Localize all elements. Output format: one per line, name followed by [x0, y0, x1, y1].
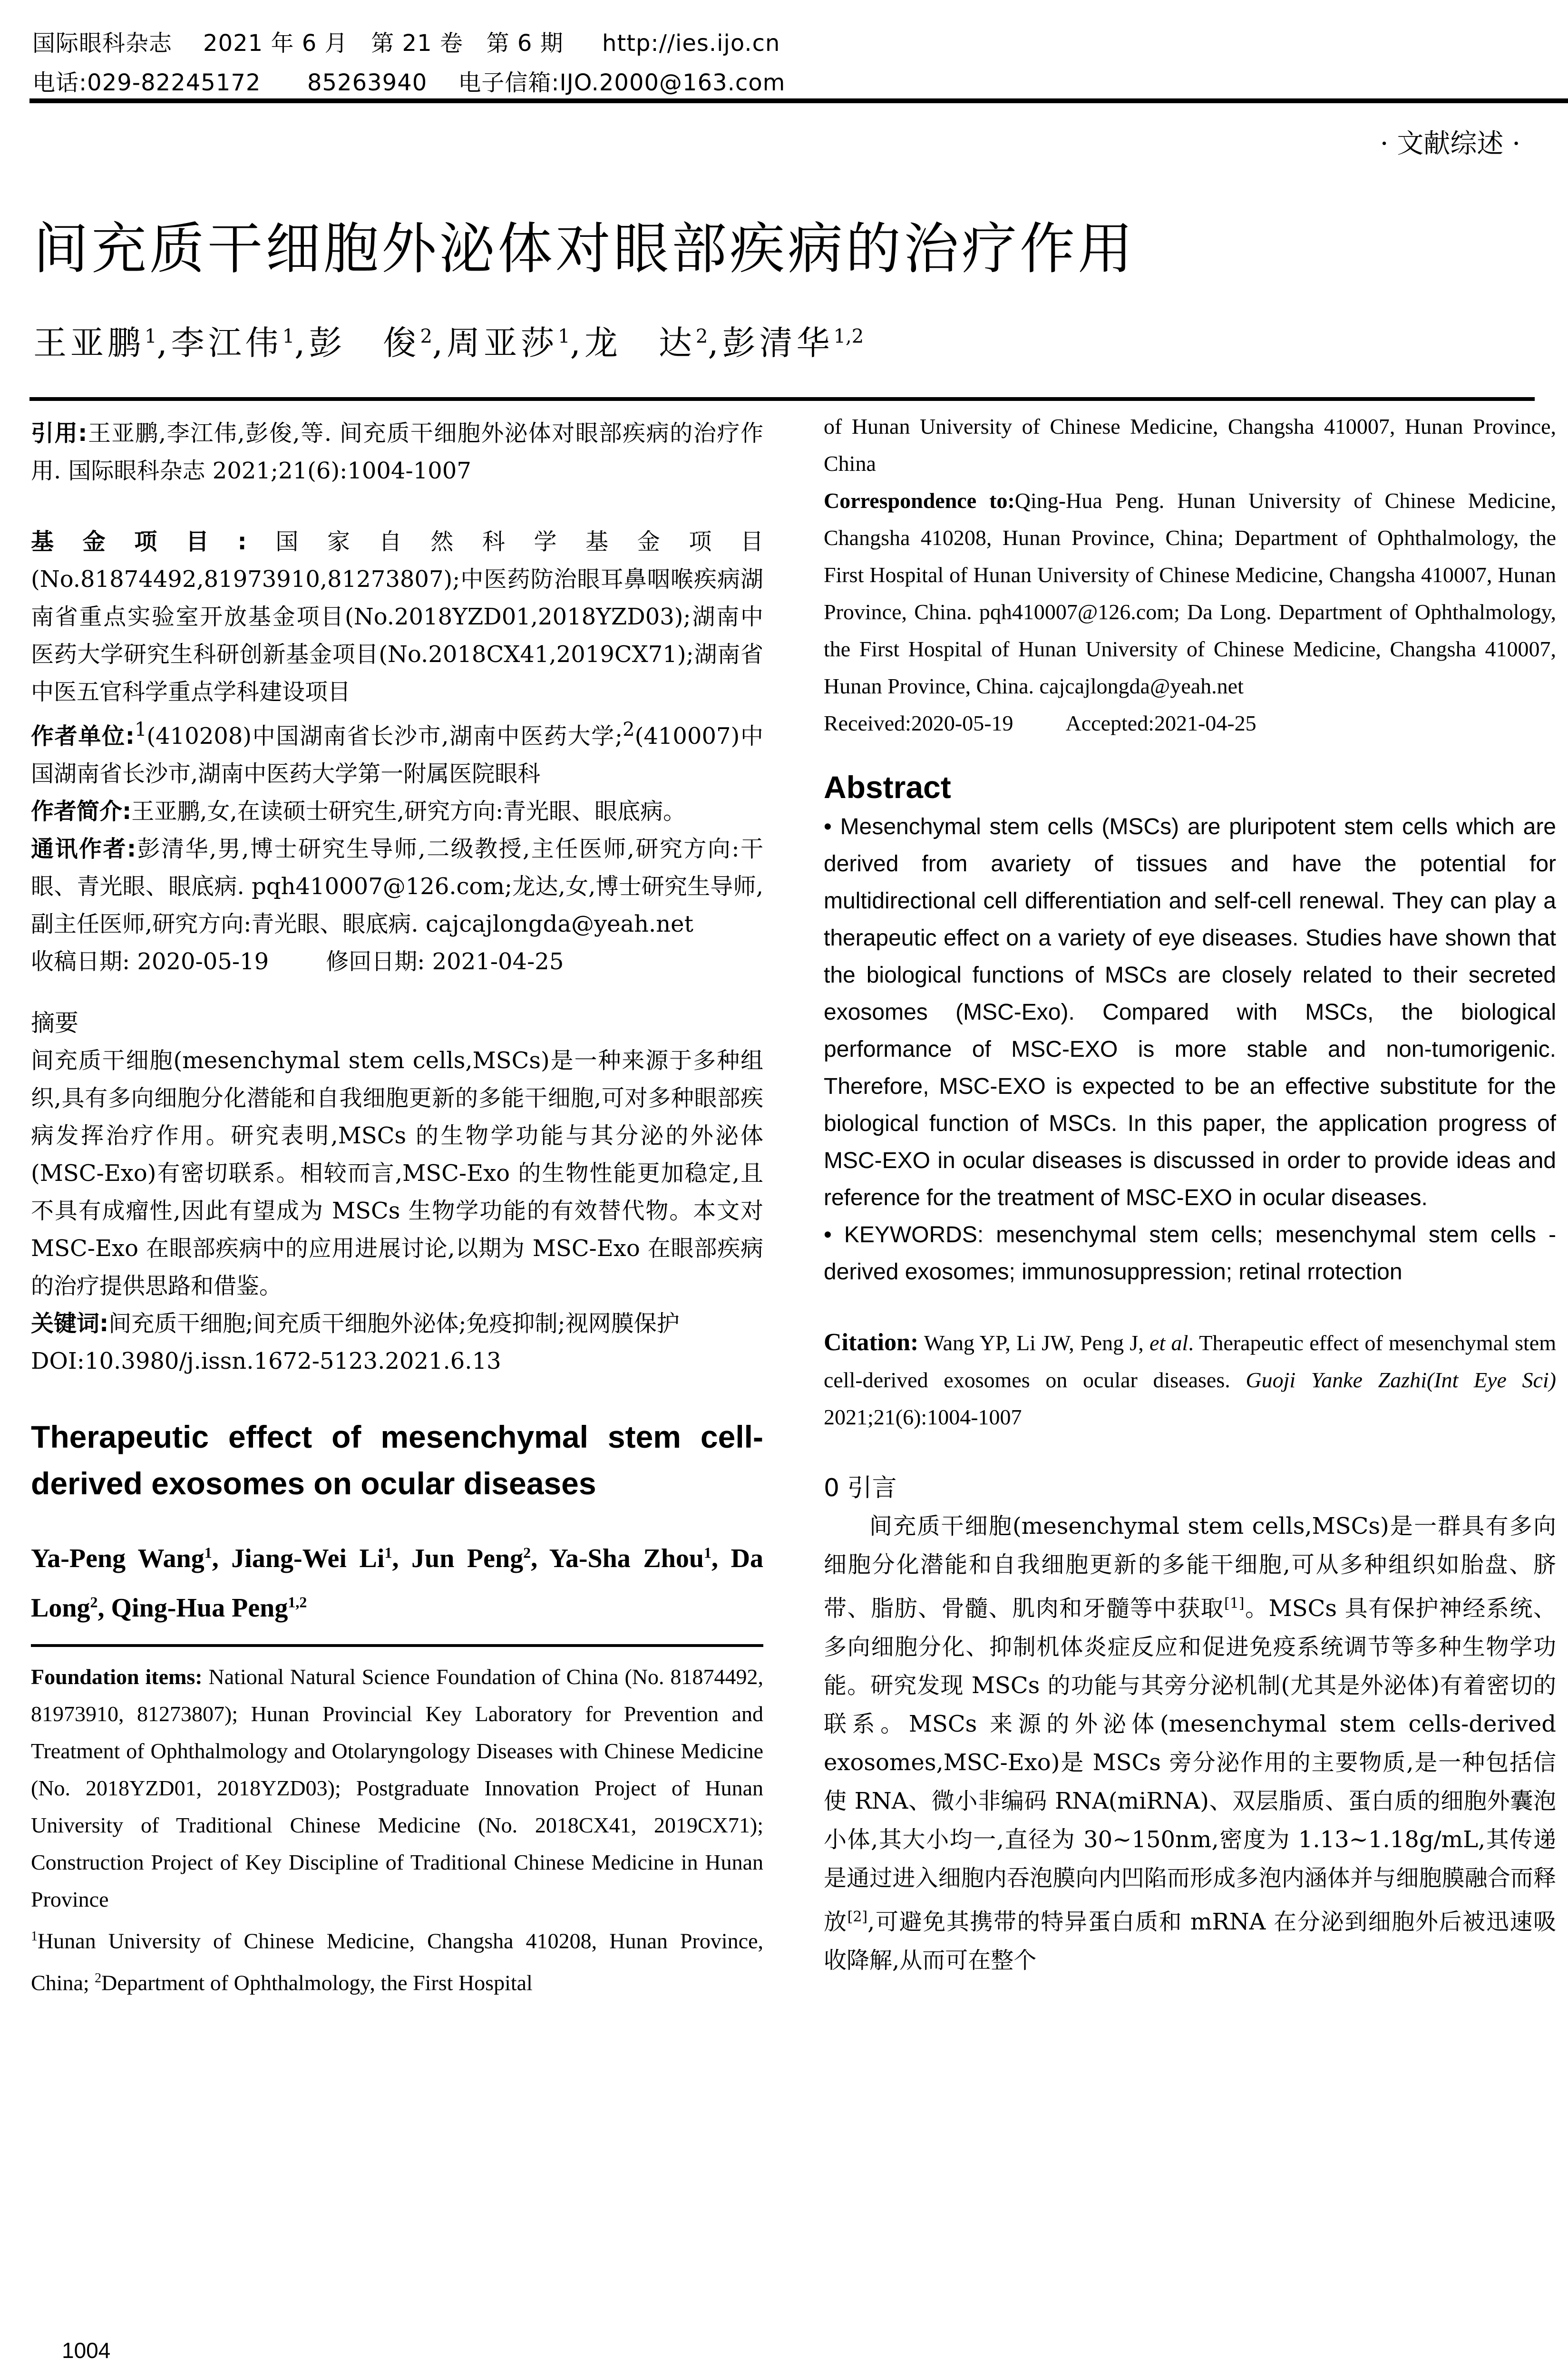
revised-date-cn: 修回日期: 2021-04-25	[326, 948, 564, 975]
intro-heading: 0 引言	[824, 1474, 897, 1502]
author-cn: 龙 达$^2$	[584, 323, 708, 362]
dates-cn	[31, 943, 763, 981]
author-en: Da Long$^2$	[31, 1543, 764, 1623]
citation-cn: 引用:王亚鹏,李江伟,彭俊,等. 间充质干细胞外泌体对眼部疾病的治疗作用. 国际眼科杂志 2021;21(6):1004-1007	[31, 420, 764, 484]
section-tag: · 文献综述 ·	[1380, 128, 1520, 159]
keywords-en: • KEYWORDS: mesenchymal stem cells; mesenchymal stem cells - derived exosomes; immunosuppression; retinal rrotection	[824, 1222, 1556, 1285]
corresponding-author-cn: 通讯作者:彭清华,男,博士研究生导师,二级教授,主任医师,研究方向:干眼、青光眼、眼底病. pqh410007@126.com;龙达,女,博士研究生导师,副主任医师,研究方向:青光眼、眼底病. cajcajlongda@yeah.net	[31, 836, 763, 937]
author-cn: 彭清华$^{1,2}$	[722, 323, 864, 362]
title-rule	[29, 397, 1535, 401]
column-rule	[31, 1644, 763, 1647]
author-en: Qing-Hua Peng$^{1,2}$	[111, 1593, 307, 1623]
article-title-en: Therapeutic effect of mesenchymal stem cell-derived exosomes on ocular diseases	[31, 1419, 763, 1501]
affiliations-en: $^1$Hunan University of Chinese Medicine, Changsha 410208, Hunan Province, China; $^2$Department of Ophthalmology, the First Hospital	[31, 1929, 763, 1995]
received-date-en: Received:2020-05-19	[824, 711, 1013, 735]
doi[interactable]: DOI:10.3980/j.issn.1672-5123.2021.6.13	[31, 1348, 501, 1374]
author-en: Jun Peng$^2$	[411, 1543, 531, 1573]
keywords-cn: 关键词:间充质干细胞;间充质干细胞外泌体;免疫抑制;视网膜保护	[31, 1310, 680, 1337]
journal-header-line-2: 电话:029-82245172 85263940 电子信箱:IJO.2000@163.com	[32, 69, 786, 96]
author-cn: 周亚莎$^1$	[447, 323, 570, 362]
author-cn: 彭 俊$^2$	[309, 323, 432, 362]
intro-paragraph: 间充质干细胞(mesenchymal stem cells,MSCs)是一群具有多向细胞分化潜能和自我细胞更新的多能干细胞,可从多种组织如胎盘、脐带、脂肪、骨髓、肌肉和牙髓等中获取[1]。MSCs 具有保护神经系统、多向细胞分化、抑制机体炎症反应和促进免疫系统调节等多种生物学功能。研究发现 MSCs 的功能与其旁分泌机制(尤其是外泌体)有着密切的联系。MSCs 来源的外泌体(mesenchymal stem cells-derived exosomes,MSC-Exo)是 MSCs 旁分泌作用的主要物质,是一种包括信使 RNA、微小非编码 RNA(miRNA)、双层脂质、蛋白质的细胞外囊泡小体,其大小均一,直径为 30~150nm,密度为 1.13~1.18g/mL,其传递是通过进入细胞内吞泡膜向内凹陷而形成多泡内涵体并与细胞膜融合而释放[2],可避免其携带的特异蛋白质和 mRNA 在分泌到细胞外后被迅速吸收降解,从而可在整个	[824, 1513, 1556, 1974]
abstract-cn: 间充质干细胞(mesenchymal stem cells,MSCs)是一种来源于多种组织,具有多向细胞分化潜能和自我细胞更新的多能干细胞,可对多种眼部疾病发挥治疗作用。研究表明,MSCs 的生物学功能与其分泌的外泌体(MSC-Exo)有密切联系。相较而言,MSC-Exo 的生物性能更加稳定,且不具有成瘤性,因此有望成为 MSCs 生物学功能的有效替代物。本文对 MSC-Exo 在眼部疾病中的应用进展讨论,以期为 MSC-Exo 在眼部疾病的治疗提供思路和借鉴。	[31, 1047, 763, 1299]
dates-en	[824, 705, 1556, 742]
affiliations-en-continued: of Hunan University of Chinese Medicine, Changsha 410007, Hunan Province, China	[824, 414, 1556, 476]
author-cn: 李江伟$^1$	[171, 323, 295, 362]
author-en: Ya-Peng Wang$^1$	[31, 1543, 212, 1573]
reference-link[interactable]: [1]	[1224, 1595, 1245, 1612]
author-en: Jiang-Wei Li$^1$	[231, 1543, 392, 1573]
affiliations-cn: 作者单位:$^1$(410208)中国湖南省长沙市,湖南中医药大学;$^2$(410007)中国湖南省长沙市,湖南中医药大学第一附属医院眼科	[31, 719, 763, 787]
author-en: Ya-Sha Zhou$^1$	[549, 1543, 712, 1573]
page-number: 1004	[62, 2338, 111, 2363]
author-bio-cn: 作者简介:王亚鹏,女,在读硕士研究生,研究方向:青光眼、眼底病。	[31, 798, 686, 825]
reference-link[interactable]: [2]	[847, 1909, 868, 1925]
abstract-en: • Mesenchymal stem cells (MSCs) are pluripotent stem cells which are derived from avariety of tissues and have the potential for multidirectional cell differentiation and self-cell renewal. They can play a therapeutic effect on a variety of eye diseases. Studies have shown that the biological functions of MSCs are closely related to their secreted exosomes (MSC-Exo). Compared with MSCs, the biological performance of MSC-EXO is more stable and non-tumorigenic. Therefore, MSC-EXO is expected to be an effective substitute for the biological function of MSCs. In this paper, the application progress of MSC-EXO in ocular diseases is discussed in order to provide ideas and reference for the treatment of MSC-EXO in ocular diseases.	[824, 814, 1556, 1210]
funding-cn: 基金项目:国家自然科学基金项目(No.81874492,81973910,81273807);中医药防治眼耳鼻咽喉疾病湖南省重点实验室开放基金项目(No.2018YZD01,2018YZD03);湖南中医药大学研究生科研创新基金项目(No.2018CX41,2019CX71);湖南省中医五官科学重点学科建设项目	[31, 528, 763, 705]
author-list-cn: 王亚鹏$^1$,李江伟$^1$,彭 俊$^2$,周亚莎$^1$,龙 达$^2$,彭清华$^{1,2}$	[33, 323, 864, 362]
left-column	[31, 415, 763, 2001]
author-cn: 王亚鹏$^1$	[33, 323, 157, 362]
foundation-items-en: Foundation items: National Natural Science Foundation of China (No. 81874492, 81973910, 81273807); Hunan Provincial Key Laboratory for Prevention and Treatment of Ophthalmology and Otolaryngology Diseases with Chinese Medicine (No. 2018YZD01, 2018YZD03); Postgraduate Innovation Project of Hunan University of Traditional Chinese Medicine (No. 2018CX41, 2019CX71); Construction Project of Key Discipline of Traditional Chinese Medicine in Hunan Province	[31, 1665, 764, 1912]
right-column	[824, 408, 1556, 1980]
journal-header-line-1: 国际眼科杂志 2021 年 6 月 第 21 卷 第 6 期 http://ies.ijo.cn	[32, 30, 780, 57]
correspondence-en: Correspondence to:Qing-Hua Peng. Hunan University of Chinese Medicine, Changsha 410208, Hunan Province, China; Department of Ophthalmology, the First Hospital of Hunan University of Chinese Medicine, Changsha 410007, Hunan Province, China. pqh410007@126.com; Da Long. Department of Ophthalmology, the First Hospital of Hunan University of Chinese Medicine, Changsha 410007, Hunan Province, China. cajcajlongda@yeah.net	[824, 488, 1556, 698]
received-date-cn: 收稿日期: 2020-05-19	[31, 948, 269, 975]
header-rule	[29, 98, 1568, 103]
citation-en: Citation: Wang YP, Li JW, Peng J, et al. Therapeutic effect of mesenchymal stem cell-derived exosomes on ocular diseases. Guoji Yanke Zazhi(Int Eye Sci) 2021;21(6):1004-1007	[824, 1329, 1557, 1429]
abstract-heading-cn: 摘要	[31, 1009, 78, 1037]
article-title-cn: 间充质干细胞外泌体对眼部疾病的治疗作用	[33, 217, 1136, 281]
accepted-date-en: Accepted:2021-04-25	[1065, 711, 1256, 735]
abstract-heading-en: Abstract	[824, 770, 951, 805]
author-list-en: Ya-Peng Wang$^1$, Jiang-Wei Li$^1$, Jun Peng$^2$, Ya-Sha Zhou$^1$, Da Long$^2$, Qing-Hua Peng$^{1,2}$	[31, 1543, 764, 1623]
